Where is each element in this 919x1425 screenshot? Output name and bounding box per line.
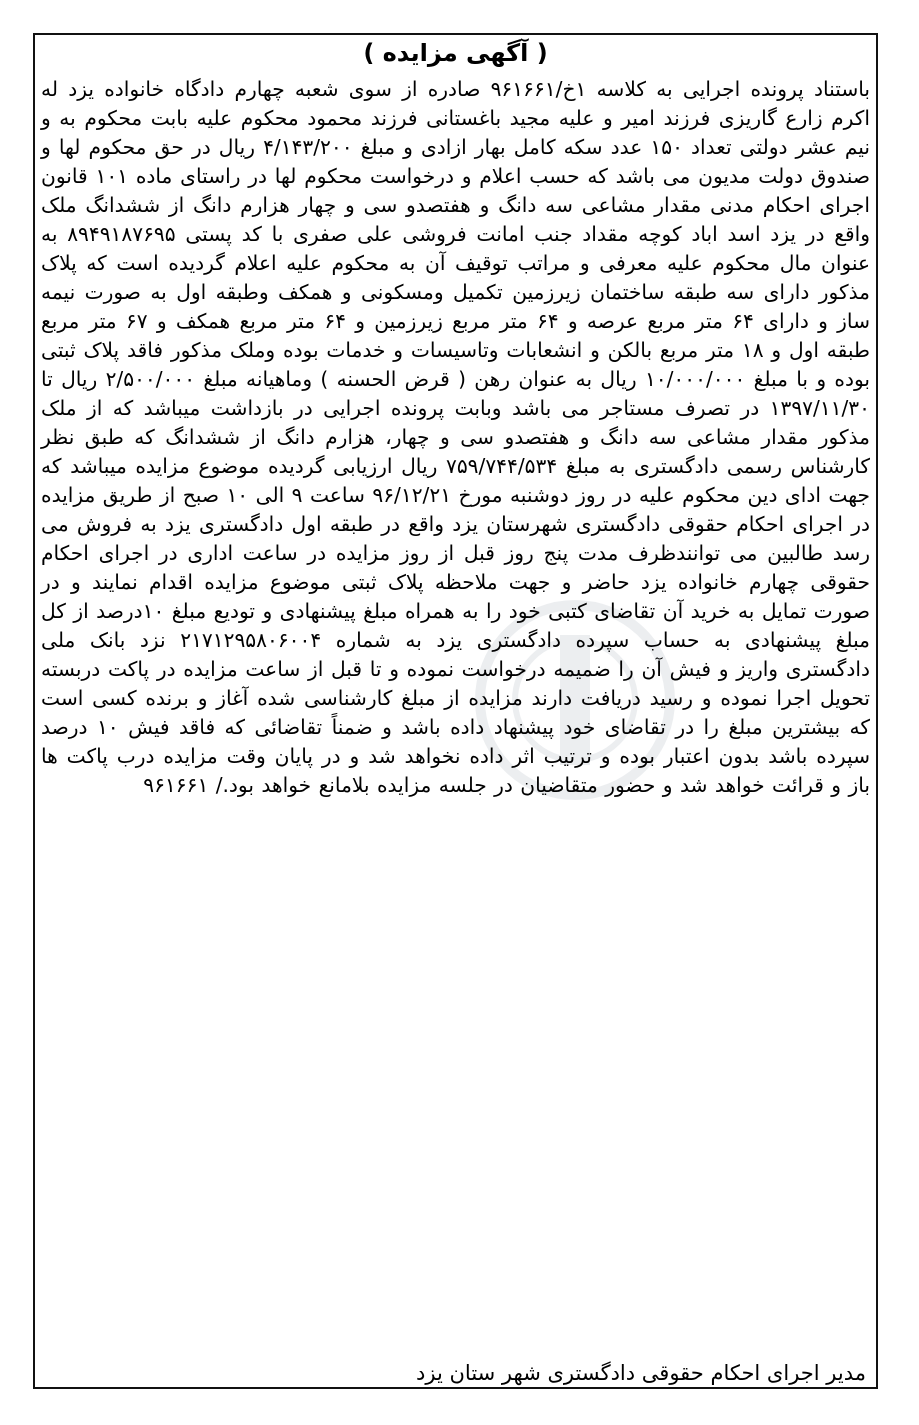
signature-line: مدیر اجرای احکام حقوقی دادگستری شهر ستان یزد: [416, 1361, 866, 1385]
notice-body: باستناد پرونده اجرایی به کلاسه ۱خ/۹۶۱۶۶۱ صادره از سوی شعبه چهارم دادگاه خانواده یزد له اکرم زارع گاریزی فرزند امیر و علیه مجید باغستانی فرزند محمود محکوم علیه بابت محکوم به و نیم عشر دولتی تعداد ۱۵۰ عدد سکه کامل بهار ازادی و مبلغ ۴/۱۴۳/۲۰۰ ریال در حق محکوم لها و صندوق دولت مدیون می باشد که حسب اعلام و درخواست محکوم لها در راستای ماده ۱۰۱ قانون اجرای احکام مدنی مقدار مشاعی سه دانگ و هفتصدو سی و چهار هزارم دانگ از ششدانگ ملک واقع در یزد اسد اباد کوچه مقداد جنب امانت فروشی علی صفری با کد پستی ۸۹۴۹۱۸۷۶۹۵ به عنوان مال محکوم علیه معرفی و مراتب توقیف آن به محکوم علیه اعلام گردیده است که پلاک مذکور دارای سه طبقه ساختمان زیرزمین تکمیل ومسکونی و همکف وطبقه اول به صورت نیمه ساز و دارای ۶۴ متر مربع عرصه و ۶۴ متر مربع زیرزمین و ۶۴ متر مربع همکف و ۶۷ متر مربع طبقه اول و ۱۸ متر مربع بالکن و انشعابات وتاسیسات و خدمات بوده وملک مذکور فاقد پلاک ثبتی بوده و با مبلغ ۱۰/۰۰۰/۰۰۰ ریال به عنوان رهن ( قرض الحسنه ) وماهیانه مبلغ ۲/۵۰۰/۰۰۰ ریال تا ۱۳۹۷/۱۱/۳۰ در تصرف مستاجر می باشد وبابت پرونده اجرایی در بازداشت میباشد که از ملک مذکور مقدار مشاعی سه دانگ و هفتصدو سی و چهار، هزارم دانگ از ششدانگ که طبق نظر کارشناس رسمی دادگستری به مبلغ ۷۵۹/۷۴۴/۵۳۴ ریال ارزیابی گردیده موضوع مزایده میباشد که جهت ادای دین محکوم علیه در روز دوشنبه مورخ ۹۶/۱۲/۲۱ ساعت ۹ الی ۱۰ صبح از طریق مزایده در اجرای احکام حقوقی دادگستری شهرستان یزد واقع در طبقه اول دادگستری یزد به فروش می رسد طالبین می توانندظرف مدت پنج روز قبل از روز مزایده در ساعت اداری در اجرای احکام حقوقی چهارم خانواده یزد حاضر و جهت ملاحظه پلاک ثبتی موضوع مزایده اقدام نمایند و در صورت تمایل به خرید آن تقاضای کتبی خود را به همراه مبلغ پیشنهادی و تودیع مبلغ ۱۰درصد از کل مبلغ پیشنهادی به حساب سپرده دادگستری یزد به شماره ۲۱۷۱۲۹۵۸۰۶۰۰۴ نزد بانک ملی دادگستری واریز و فیش آن را ضمیمه درخواست نموده و تا قبل از ساعت مزایده در پاکت دربسته تحویل اجرا نموده و رسید دریافت دارند مزایده از مبلغ کارشناسی شده آغاز و برنده کسی است که بیشترین مبلغ را در تقاضای خود پیشنهاد داده باشد و ضمناً تقاضائی که فاقد فیش ۱۰ درصد سپرده باشد بدون اعتبار بوده و ترتیب اثر داده نخواهد شد و در پایان وقت مزایده درب پاکت ها باز و قرائت خواهد شد و حضور متقاضیان در جلسه مزایده بلامانع خواهد بود./ ۹۶۱۶۶۱: [41, 77, 871, 797]
notice-frame: [33, 33, 878, 1389]
notice-title: ( آگهی مزایده ): [363, 39, 548, 67]
